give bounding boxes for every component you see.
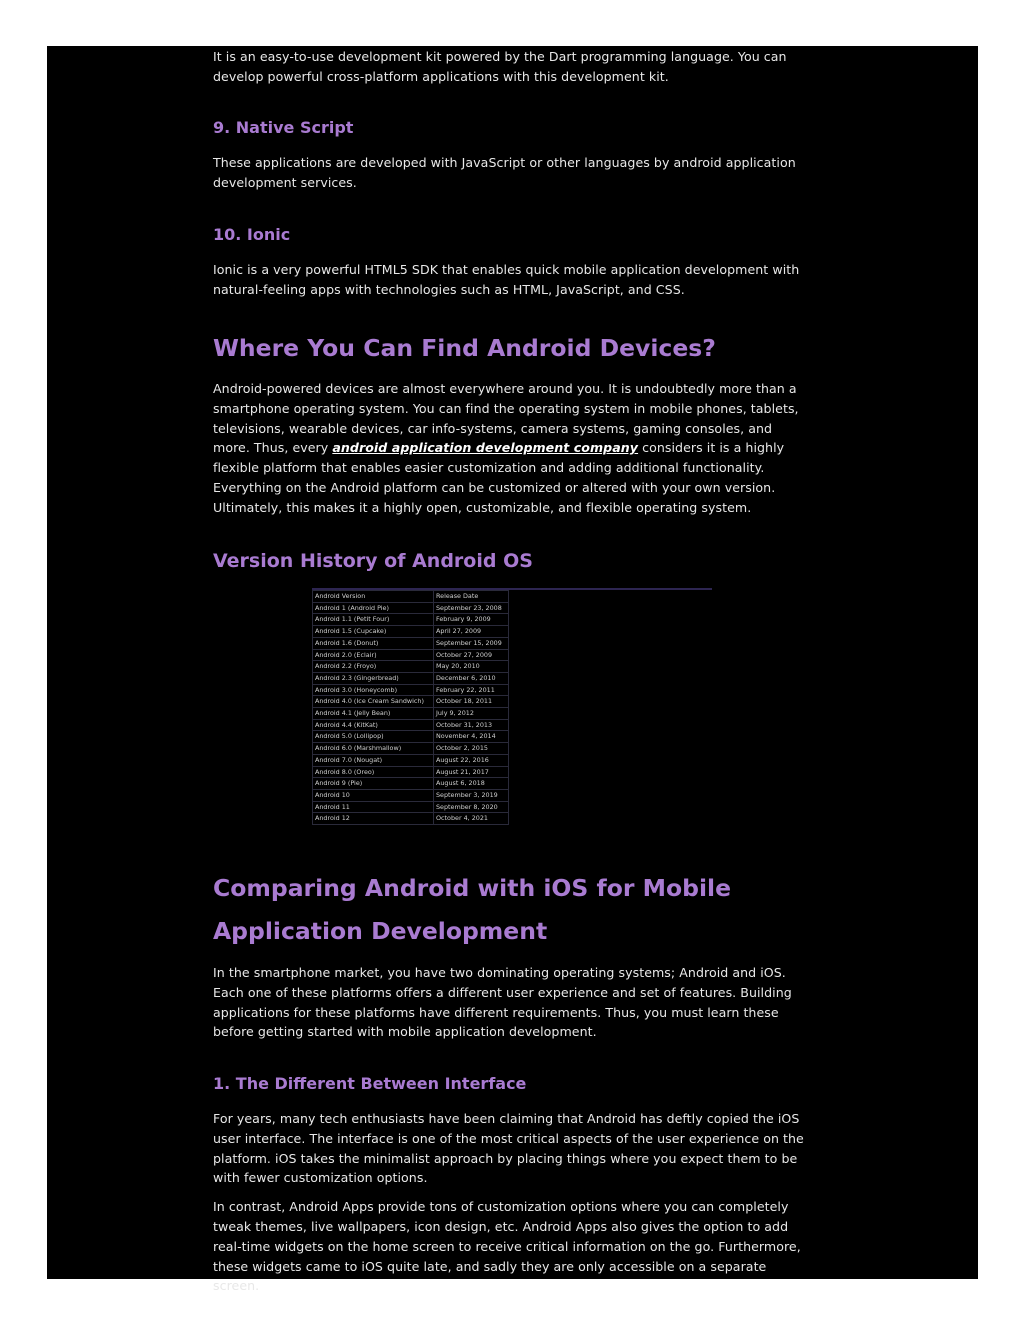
section-version-history (213, 548, 813, 574)
version-cell: Android 6.0 (Marshmallow) (313, 743, 434, 755)
version-history-table (312, 588, 712, 825)
section-comparing (213, 867, 813, 953)
section-heading-version-history: Version History of Android OS (213, 550, 533, 572)
table-row (313, 754, 509, 766)
table-header-version: Android Version (313, 591, 434, 603)
version-cell: Android 2.2 (Froyo) (313, 661, 434, 673)
release-date-cell: July 9, 2012 (434, 708, 509, 720)
version-cell: Android 9 (Pie) (313, 778, 434, 790)
table-row (313, 637, 509, 649)
release-date-cell: August 21, 2017 (434, 766, 509, 778)
table-row (313, 696, 509, 708)
table-row (313, 602, 509, 614)
version-cell: Android 4.4 (KitKat) (313, 719, 434, 731)
release-date-cell: September 15, 2009 (434, 637, 509, 649)
section-comparing-body (213, 963, 813, 1042)
version-cell: Android 7.0 (Nougat) (313, 754, 434, 766)
devices-text-before: Android-powered devices are almost everywhere around you. It is undoubtedly more than a smartphone operating system. You can find the operating system in mobile phones, tablets, televisions, wearable devices, car info-systems, camera systems, gaming consoles, and more. Thus, every (213, 381, 799, 456)
table-row (313, 661, 509, 673)
section-paragraph (213, 379, 813, 518)
intro-block (213, 47, 813, 87)
section-paragraph: In the smartphone market, you have two dominating operating systems; Android and iOS. Each one of these platforms offers a different user experience and set of features. Building applications for these platforms have different requirements. Thus, you must learn these before getting started with mobile application development. (213, 965, 792, 1040)
table-header-row (313, 591, 509, 603)
version-cell: Android 10 (313, 789, 434, 801)
section-heading-comparing-line2: Application Development (213, 917, 548, 945)
release-date-cell: September 8, 2020 (434, 801, 509, 813)
table-row (313, 789, 509, 801)
table-row (313, 672, 509, 684)
version-cell: Android 4.0 (Ice Cream Sandwich) (313, 696, 434, 708)
devices-text-after: considers it is a highly flexible platform that enables easier customization and adding additional functionality. Everything on the Android platform can be customized or altered with your own version. Ultimately, this makes it a highly open, customizable, and flexible operating system. (213, 440, 785, 515)
version-cell: Android 3.0 (Honeycomb) (313, 684, 434, 696)
article-canvas (47, 46, 978, 1294)
section-heading-comparing-line1: Comparing Android with iOS for Mobile (213, 874, 732, 902)
table-row (313, 614, 509, 626)
version-cell: Android 11 (313, 801, 434, 813)
intro-paragraph: It is an easy-to-use development kit powered by the Dart programming language. You can develop powerful cross-platform applications with this development kit. (213, 49, 787, 84)
section-heading-native-script: 9. Native Script (213, 118, 354, 137)
section-heading-interface: 1. The Different Between Interface (213, 1074, 527, 1093)
table-row (313, 626, 509, 638)
table-row (313, 708, 509, 720)
company-link[interactable]: android application development company (332, 440, 639, 456)
table-header-date: Release Date (434, 591, 509, 603)
release-date-cell: August 22, 2016 (434, 754, 509, 766)
table-row (313, 778, 509, 790)
version-cell: Android 5.0 (Lollipop) (313, 731, 434, 743)
release-date-cell: September 23, 2008 (434, 602, 509, 614)
version-cell: Android 12 (313, 813, 434, 825)
section-heading-devices: Where You Can Find Android Devices? (213, 334, 716, 362)
section-native-script (213, 117, 813, 139)
table-row (313, 766, 509, 778)
section-paragraph: For years, many tech enthusiasts have been claiming that Android has deftly copied the iOS user interface. The interface is one of the most critical aspects of the user experience on the platform. iOS takes the minimalist approach by placing things where you expect them to be with fewer customization options. (213, 1111, 804, 1186)
version-cell: Android 2.3 (Gingerbread) (313, 672, 434, 684)
table-row (313, 684, 509, 696)
section-ionic-body (213, 260, 813, 300)
table-row (313, 743, 509, 755)
release-date-cell: February 9, 2009 (434, 614, 509, 626)
table-row (313, 813, 509, 825)
release-date-cell: May 20, 2010 (434, 661, 509, 673)
release-date-cell: February 22, 2011 (434, 684, 509, 696)
release-date-cell: October 4, 2021 (434, 813, 509, 825)
version-cell: Android 2.0 (Eclair) (313, 649, 434, 661)
release-date-cell: August 6, 2018 (434, 778, 509, 790)
version-cell: Android 1.6 (Donut) (313, 637, 434, 649)
section-interface (213, 1073, 813, 1095)
release-date-cell: October 18, 2011 (434, 696, 509, 708)
release-date-cell: April 27, 2009 (434, 626, 509, 638)
version-cell: Android 4.1 (Jelly Bean) (313, 708, 434, 720)
version-cell: Android 1.5 (Cupcake) (313, 626, 434, 638)
release-date-cell: October 2, 2015 (434, 743, 509, 755)
section-ionic (213, 224, 813, 246)
release-date-cell: November 4, 2014 (434, 731, 509, 743)
section-paragraph: These applications are developed with JavaScript or other languages by android application development services. (213, 155, 796, 190)
section-native-script-body (213, 153, 813, 193)
release-date-cell: October 27, 2009 (434, 649, 509, 661)
table-row (313, 719, 509, 731)
section-paragraph: In contrast, Android Apps provide tons of customization options where you can completely tweak themes, live wallpapers, icon design, etc. Android Apps also gives the option to add real-time widgets on the home screen to receive critical information on the go. Furthermore, these widgets came to iOS quite late, and sadly they are only accessible on a separate screen. (213, 1199, 801, 1294)
table-row (313, 801, 509, 813)
section-devices (213, 332, 813, 365)
table-row (313, 649, 509, 661)
release-date-cell: September 3, 2019 (434, 789, 509, 801)
version-cell: Android 1 (Android Pie) (313, 602, 434, 614)
release-date-cell: October 31, 2013 (434, 719, 509, 731)
section-interface-body (213, 1109, 813, 1296)
release-date-cell: December 6, 2010 (434, 672, 509, 684)
table-row (313, 731, 509, 743)
version-cell: Android 1.1 (Petit Four) (313, 614, 434, 626)
version-cell: Android 8.0 (Oreo) (313, 766, 434, 778)
section-devices-body (213, 379, 813, 518)
section-paragraph: Ionic is a very powerful HTML5 SDK that enables quick mobile application development with natural-feeling apps with technologies such as HTML, JavaScript, and CSS. (213, 262, 800, 297)
section-heading-ionic: 10. Ionic (213, 225, 291, 244)
